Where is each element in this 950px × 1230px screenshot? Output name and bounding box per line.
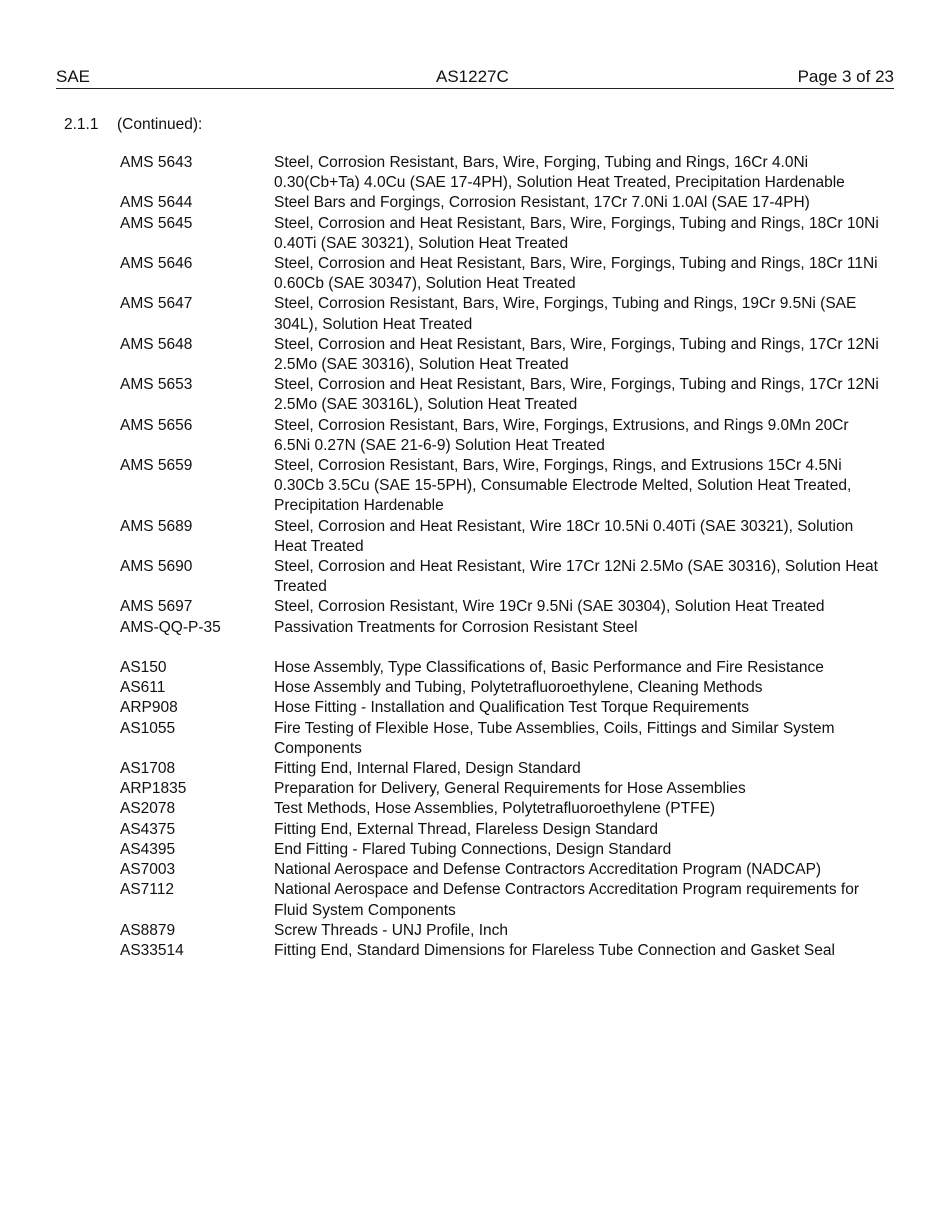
reference-code: AMS 5646 xyxy=(120,255,193,273)
page-header xyxy=(56,68,894,89)
reference-code: AMS 5689 xyxy=(120,517,193,535)
reference-title: Steel, Corrosion Resistant, Bars, Wire, Forgings, Rings, and Extrusions 15Cr 4.5Ni 0.30Cb 3.5Cu (SAE 15-5PH), Consumable Electrode Melted, Solution Heat Treated, Precipitation Hardenable xyxy=(274,457,852,515)
reference-title: Steel, Corrosion and Heat Resistant, Wire 18Cr 10.5Ni 0.40Ti (SAE 30321), Solution Heat Treated xyxy=(274,517,854,555)
reference-item xyxy=(120,698,880,718)
reference-code: AS4375 xyxy=(120,820,176,838)
reference-title: Steel Bars and Forgings, Corrosion Resistant, 17Cr 7.0Ni 1.0Al (SAE 17-4PH) xyxy=(274,194,810,212)
reference-code: ARP1835 xyxy=(120,780,187,798)
reference-item xyxy=(120,941,880,961)
reference-code: AS611 xyxy=(120,679,166,697)
reference-title: Fire Testing of Flexible Hose, Tube Assemblies, Coils, Fittings and Similar System Components xyxy=(274,719,835,757)
reference-item xyxy=(120,719,880,759)
header-document-number: AS1227C xyxy=(436,67,509,86)
reference-item xyxy=(120,779,880,799)
reference-code: AS7112 xyxy=(120,881,175,899)
reference-code: AMS 5644 xyxy=(120,194,193,212)
reference-code: AMS 5697 xyxy=(120,598,193,616)
reference-title: National Aerospace and Defense Contractors Accreditation Program (NADCAP) xyxy=(274,861,822,879)
reference-item xyxy=(120,678,880,698)
reference-item xyxy=(120,416,880,456)
reference-code: AS7003 xyxy=(120,861,176,879)
reference-title: Hose Assembly, Type Classifications of, Basic Performance and Fire Resistance xyxy=(274,659,824,677)
reference-title: Fitting End, Standard Dimensions for Flareless Tube Connection and Gasket Seal xyxy=(274,941,835,959)
reference-code: AMS 5645 xyxy=(120,214,193,232)
reference-item xyxy=(120,557,880,597)
reference-item xyxy=(120,335,880,375)
reference-code: AMS 5653 xyxy=(120,376,193,394)
header-page-number: Page 3 of 23 xyxy=(797,67,894,86)
reference-item xyxy=(120,840,880,860)
reference-code: AS33514 xyxy=(120,941,184,959)
reference-title: National Aerospace and Defense Contractors Accreditation Program requirements for Fluid System Components xyxy=(274,881,859,919)
reference-code: AS1708 xyxy=(120,760,176,778)
reference-title: Steel, Corrosion Resistant, Bars, Wire, Forging, Tubing and Rings, 16Cr 4.0Ni 0.30(Cb+Ta) 4.0Cu (SAE 17-4PH), Solution Heat Treated, Precipitation Hardenable xyxy=(274,154,845,192)
reference-title: Hose Fitting - Installation and Qualification Test Torque Requirements xyxy=(274,699,750,717)
reference-code: AMS 5690 xyxy=(120,558,193,576)
reference-code: AS150 xyxy=(120,659,167,677)
reference-item xyxy=(120,759,880,779)
reference-code: AS4395 xyxy=(120,840,176,858)
reference-item xyxy=(120,153,880,193)
reference-item xyxy=(120,254,880,294)
section-number: 2.1.1 xyxy=(64,116,99,133)
reference-item xyxy=(120,294,880,334)
reference-title: Steel, Corrosion and Heat Resistant, Bars, Wire, Forgings, Tubing and Rings, 17Cr 12Ni 2.5Mo (SAE 30316L), Solution Heat Treated xyxy=(274,376,879,414)
reference-title: Steel, Corrosion and Heat Resistant, Wire 17Cr 12Ni 2.5Mo (SAE 30316), Solution Heat Treated xyxy=(274,558,878,596)
reference-title: Fitting End, External Thread, Flareless Design Standard xyxy=(274,820,658,838)
reference-title: Hose Assembly and Tubing, Polytetrafluoroethylene, Cleaning Methods xyxy=(274,679,763,697)
reference-list xyxy=(120,153,880,961)
reference-title: Screw Threads - UNJ Profile, Inch xyxy=(274,921,509,939)
reference-code: AMS-QQ-P-35 xyxy=(120,618,221,636)
reference-code: AS1055 xyxy=(120,719,176,737)
reference-code: AS8879 xyxy=(120,921,176,939)
reference-item xyxy=(120,456,880,517)
section-title: (Continued): xyxy=(117,116,203,133)
reference-code: AMS 5648 xyxy=(120,335,193,353)
reference-item xyxy=(120,517,880,557)
reference-code: AMS 5656 xyxy=(120,416,193,434)
reference-item xyxy=(120,799,880,819)
reference-item xyxy=(120,820,880,840)
reference-item xyxy=(120,880,880,920)
reference-title: Passivation Treatments for Corrosion Resistant Steel xyxy=(274,618,638,636)
reference-title: Steel, Corrosion and Heat Resistant, Bars, Wire, Forgings, Tubing and Rings, 18Cr 10Ni 0.40Ti (SAE 30321), Solution Heat Treated xyxy=(274,214,879,252)
reference-code: AS2078 xyxy=(120,800,176,818)
reference-title: Fitting End, Internal Flared, Design Standard xyxy=(274,760,581,778)
reference-item xyxy=(120,658,880,678)
reference-item xyxy=(120,193,880,213)
reference-item xyxy=(120,597,880,617)
reference-title: Steel, Corrosion Resistant, Bars, Wire, Forgings, Extrusions, and Rings 9.0Mn 20Cr 6.5Ni 0.27N (SAE 21-6-9) Solution Heat Treated xyxy=(274,416,849,454)
section-heading xyxy=(64,115,202,135)
reference-title: Steel, Corrosion Resistant, Bars, Wire, Forgings, Tubing and Rings, 19Cr 9.5Ni (SAE 304L), Solution Heat Treated xyxy=(274,295,857,333)
reference-title: Steel, Corrosion Resistant, Wire 19Cr 9.5Ni (SAE 30304), Solution Heat Treated xyxy=(274,598,825,616)
reference-title: Preparation for Delivery, General Requirements for Hose Assemblies xyxy=(274,780,746,798)
reference-title: End Fitting - Flared Tubing Connections, Design Standard xyxy=(274,840,672,858)
reference-title: Test Methods, Hose Assemblies, Polytetrafluoroethylene (PTFE) xyxy=(274,800,716,818)
reference-item xyxy=(120,860,880,880)
reference-code: AMS 5643 xyxy=(120,154,193,171)
reference-code: AMS 5647 xyxy=(120,295,193,313)
reference-title: Steel, Corrosion and Heat Resistant, Bars, Wire, Forgings, Tubing and Rings, 18Cr 11Ni 0.60Cb (SAE 30347), Solution Heat Treated xyxy=(274,255,878,293)
reference-item xyxy=(120,214,880,254)
reference-code: AMS 5659 xyxy=(120,457,193,475)
reference-title: Steel, Corrosion and Heat Resistant, Bars, Wire, Forgings, Tubing and Rings, 17Cr 12Ni 2.5Mo (SAE 30316), Solution Heat Treated xyxy=(274,335,879,374)
reference-code: ARP908 xyxy=(120,699,178,717)
reference-item xyxy=(120,618,880,638)
reference-item xyxy=(120,921,880,941)
reference-item xyxy=(120,375,880,415)
header-organization: SAE xyxy=(56,67,91,86)
